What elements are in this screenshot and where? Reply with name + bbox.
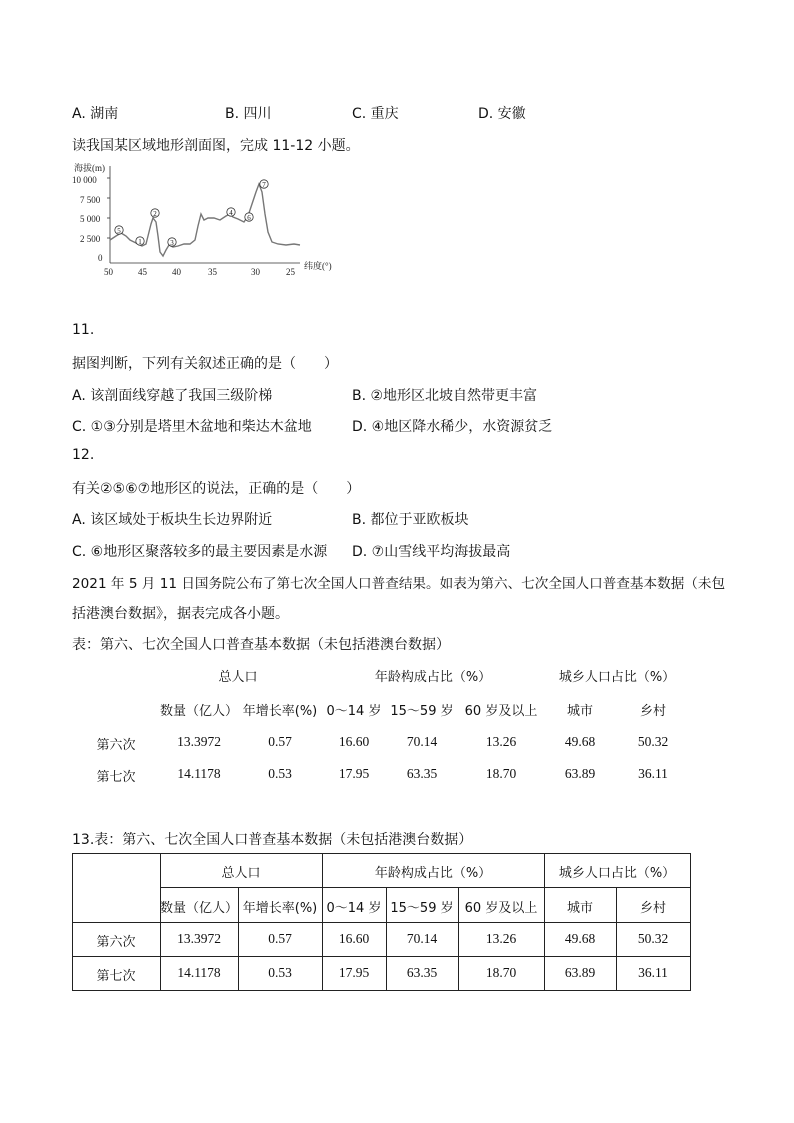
col-age-15-59: 15～59 岁 bbox=[390, 901, 454, 916]
cell-seventh-urban: 63.89 bbox=[564, 766, 596, 781]
group-age-structure: 年龄构成占比（%） bbox=[374, 670, 492, 685]
q11-option-b: B. ②地形区北坡自然带更丰富 bbox=[352, 388, 538, 404]
marker-1 bbox=[136, 237, 144, 246]
col-rural: 乡村 bbox=[639, 704, 666, 719]
cell-sixth-rural: 50.32 bbox=[637, 734, 669, 749]
x-tick-45: 45 bbox=[138, 267, 147, 277]
cell-seventh-urban: 63.89 bbox=[564, 965, 596, 980]
group-age-structure: 年龄构成占比（%） bbox=[374, 866, 492, 881]
cell-seventh-0-14: 17.95 bbox=[338, 766, 370, 781]
y-tick-7500: 7 500 bbox=[80, 195, 101, 205]
col-growth-rate: 年增长率(%) bbox=[242, 901, 318, 916]
cell-seventh-15-59: 63.35 bbox=[406, 965, 438, 980]
q11-number: 11. bbox=[72, 322, 95, 338]
x-tick-40: 40 bbox=[172, 267, 181, 277]
profile-intro: 读我国某区域地形剖面图，完成 11-12 小题。 bbox=[72, 138, 360, 154]
col-rural: 乡村 bbox=[639, 901, 666, 916]
q11-option-a: A. 该剖面线穿越了我国三级阶梯 bbox=[72, 388, 273, 404]
group-total-population: 总人口 bbox=[221, 866, 261, 881]
y-tick-2500: 2 500 bbox=[80, 234, 101, 244]
col-age-60-plus: 60 岁及以上 bbox=[464, 704, 538, 719]
x-tick-30: 30 bbox=[251, 267, 260, 277]
terrain-profile-figure bbox=[68, 160, 338, 280]
cell-sixth-growth: 0.57 bbox=[268, 734, 292, 749]
q10-option-c: C. 重庆 bbox=[352, 106, 399, 122]
cell-sixth-urban: 49.68 bbox=[564, 931, 596, 946]
marker-2 bbox=[151, 209, 159, 218]
table-title: 表：第六、七次全国人口普查基本数据（未包括港澳台数据） bbox=[72, 637, 450, 653]
row-label-seventh: 第七次 bbox=[96, 770, 136, 785]
x-tick-35: 35 bbox=[208, 267, 217, 277]
cell-seventh-population: 14.1178 bbox=[177, 766, 221, 781]
cell-sixth-60-plus: 13.26 bbox=[485, 734, 517, 749]
col-age-0-14: 0～14 岁 bbox=[326, 901, 382, 916]
q10-option-a: A. 湖南 bbox=[72, 106, 119, 122]
cell-sixth-0-14: 16.60 bbox=[338, 931, 370, 946]
cell-sixth-15-59: 70.14 bbox=[406, 734, 438, 749]
cell-sixth-60-plus: 13.26 bbox=[485, 931, 517, 946]
q12-option-c: C. ⑥地形区聚落较多的最主要因素是水源 bbox=[72, 544, 328, 560]
cell-seventh-population: 14.1178 bbox=[177, 965, 221, 980]
x-tick-25: 25 bbox=[286, 267, 295, 277]
col-age-15-59: 15～59 岁 bbox=[390, 704, 454, 719]
census-intro-line-2: 括港澳台数据》，据表完成各小题。 bbox=[72, 606, 289, 622]
row-label-sixth: 第六次 bbox=[96, 935, 136, 950]
cell-sixth-0-14: 16.60 bbox=[338, 734, 370, 749]
q11-stem: 据图判断，下列有关叙述正确的是（ ） bbox=[72, 356, 338, 372]
cell-seventh-growth: 0.53 bbox=[268, 766, 292, 781]
cell-seventh-60-plus: 18.70 bbox=[485, 965, 517, 980]
row-label-seventh: 第七次 bbox=[96, 969, 136, 984]
col-age-60-plus: 60 岁及以上 bbox=[464, 901, 538, 916]
profile-x-label: 纬度(°) bbox=[304, 261, 332, 271]
q10-option-b: B. 四川 bbox=[225, 106, 272, 122]
cell-sixth-growth: 0.57 bbox=[268, 931, 292, 946]
q13-title: 13.表：第六、七次全国人口普查基本数据（未包括港澳台数据） bbox=[72, 832, 473, 848]
svg-text:3: 3 bbox=[170, 239, 174, 247]
y-tick-5000: 5 000 bbox=[80, 214, 101, 224]
cell-seventh-15-59: 63.35 bbox=[406, 766, 438, 781]
group-urban-rural: 城乡人口占比（%） bbox=[558, 670, 676, 685]
svg-text:5: 5 bbox=[117, 227, 121, 235]
col-population: 数量（亿人） bbox=[160, 704, 239, 719]
x-tick-50: 50 bbox=[104, 267, 113, 277]
svg-text:4: 4 bbox=[229, 209, 233, 217]
svg-text:6: 6 bbox=[247, 214, 251, 222]
q12-option-b: B. 都位于亚欧板块 bbox=[352, 512, 469, 528]
svg-text:7: 7 bbox=[262, 181, 266, 189]
cell-sixth-rural: 50.32 bbox=[637, 931, 669, 946]
census-intro-line-1: 2021 年 5 月 11 日国务院公布了第七次全国人口普查结果。如表为第六、七次全国人口普查基本数据（未包 bbox=[72, 576, 726, 592]
q11-option-d: D. ④地区降水稀少，水资源贫乏 bbox=[352, 419, 553, 435]
q12-stem: 有关②⑤⑥⑦地形区的说法，正确的是（ ） bbox=[72, 481, 361, 497]
cell-seventh-rural: 36.11 bbox=[638, 965, 668, 980]
q11-option-c: C. ①③分别是塔里木盆地和柴达木盆地 bbox=[72, 419, 312, 435]
cell-sixth-population: 13.3972 bbox=[177, 931, 221, 946]
col-urban: 城市 bbox=[566, 901, 593, 916]
svg-text:2: 2 bbox=[153, 210, 157, 218]
col-age-0-14: 0～14 岁 bbox=[326, 704, 382, 719]
q12-number: 12. bbox=[72, 447, 95, 463]
col-growth-rate: 年增长率(%) bbox=[242, 704, 318, 719]
cell-seventh-growth: 0.53 bbox=[268, 965, 292, 980]
q12-option-d: D. ⑦山雪线平均海拔最高 bbox=[352, 544, 511, 560]
cell-sixth-population: 13.3972 bbox=[177, 734, 221, 749]
cell-seventh-rural: 36.11 bbox=[638, 766, 668, 781]
col-urban: 城市 bbox=[566, 704, 593, 719]
cell-seventh-0-14: 17.95 bbox=[338, 965, 370, 980]
group-urban-rural: 城乡人口占比（%） bbox=[558, 866, 676, 881]
profile-y-label: 海拔(m) bbox=[74, 163, 105, 173]
col-population: 数量（亿人） bbox=[160, 901, 239, 916]
y-tick-10000: 10 000 bbox=[72, 175, 97, 185]
y-tick-0: 0 bbox=[98, 253, 103, 263]
q10-option-d: D. 安徽 bbox=[478, 106, 526, 122]
row-label-sixth: 第六次 bbox=[96, 738, 136, 753]
svg-text:1: 1 bbox=[138, 238, 142, 246]
q12-option-a: A. 该区域处于板块生长边界附近 bbox=[72, 512, 273, 528]
cell-sixth-urban: 49.68 bbox=[564, 734, 596, 749]
group-total-population: 总人口 bbox=[218, 670, 258, 685]
marker-6 bbox=[245, 213, 253, 222]
cell-sixth-15-59: 70.14 bbox=[406, 931, 438, 946]
cell-seventh-60-plus: 18.70 bbox=[485, 766, 517, 781]
